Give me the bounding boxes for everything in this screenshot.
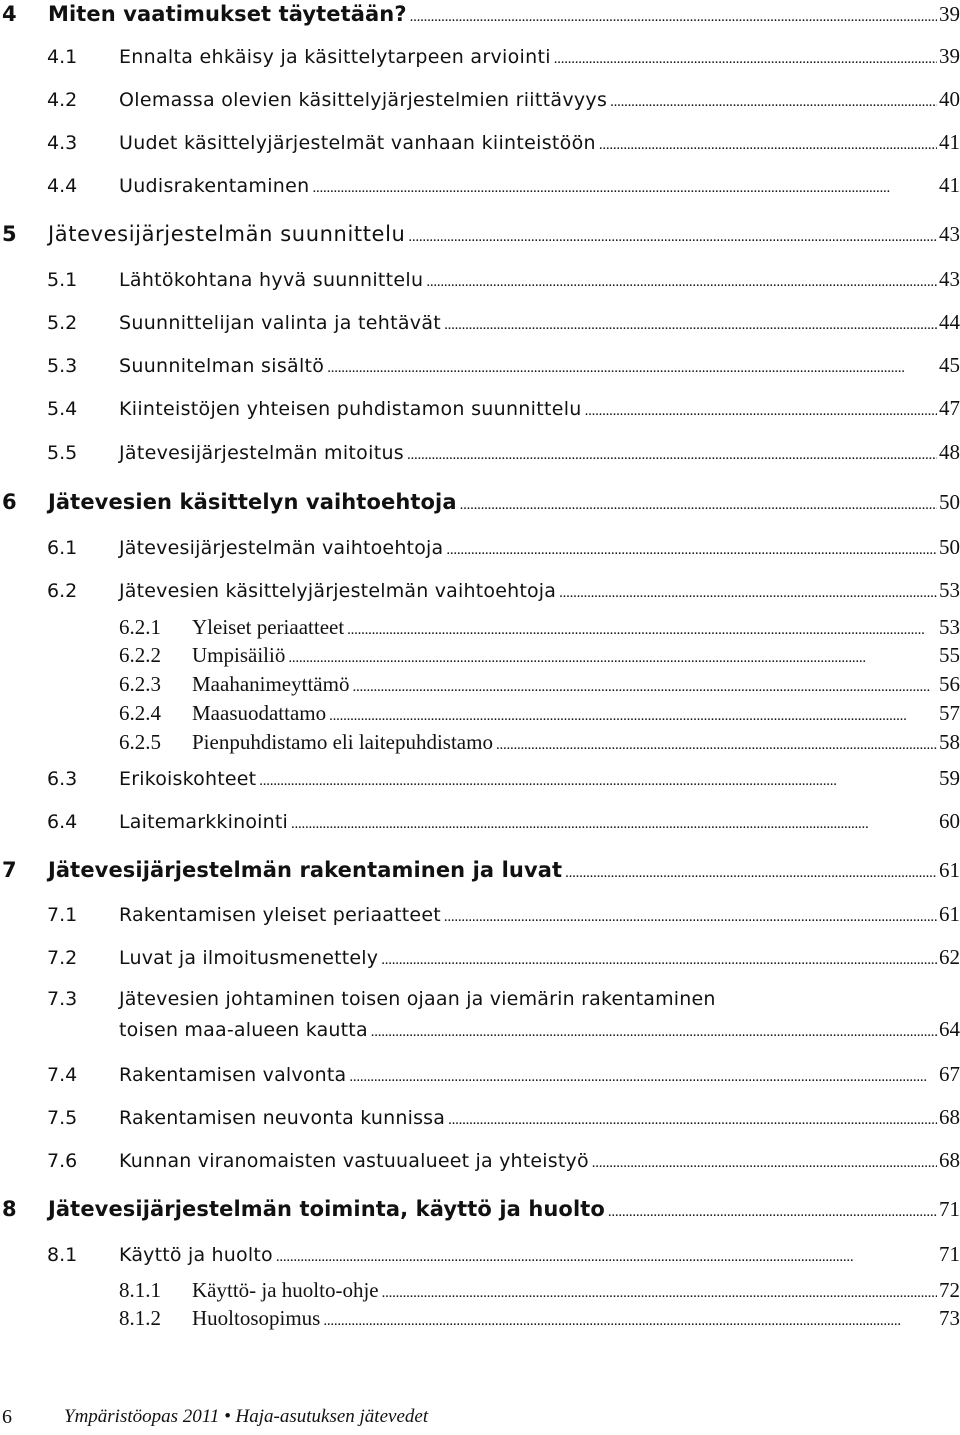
toc-entry-title: Jätevesijärjestelmän toiminta, käyttö ja huolto <box>48 1197 605 1221</box>
toc-entry-6-2-2[interactable] <box>0 643 960 668</box>
toc-entry-5-1[interactable] <box>0 267 960 292</box>
toc-entry-title: Jätevesijärjestelmän vaihtoehtoja <box>119 537 444 559</box>
toc-entry-page: 50 <box>939 535 960 559</box>
toc-entry-title: Maahanimeyttämö <box>192 672 350 696</box>
toc-dot-leader <box>608 1203 937 1221</box>
toc-entry-chapter-6[interactable] <box>0 490 960 515</box>
toc-entry-7-2[interactable] <box>0 945 960 970</box>
toc-entry-5-4[interactable] <box>0 396 960 421</box>
toc-entry-6-4[interactable] <box>0 809 960 834</box>
toc-dot-leader <box>559 584 937 602</box>
toc-entry-title: Laitemarkkinointi <box>119 811 289 833</box>
toc-entry-8-1[interactable] <box>0 1242 960 1267</box>
toc-entry-title: Maasuodattamo <box>192 701 327 725</box>
toc-dot-leader <box>446 541 937 559</box>
toc-entry-8-1-1[interactable] <box>0 1278 960 1303</box>
toc-entry-page: 56 <box>939 672 960 696</box>
toc-entry-page: 61 <box>939 902 960 926</box>
toc-entry-number: 8.1.2 <box>119 1306 161 1330</box>
toc-entry-number: 5.4 <box>47 398 78 420</box>
toc-entry-number: 7 <box>2 858 17 882</box>
toc-entry-page: 50 <box>939 490 960 514</box>
toc-entry-title: Yleiset periaatteet <box>192 615 345 639</box>
toc-entry-chapter-7[interactable] <box>0 858 960 883</box>
toc-entry-page: 71 <box>939 1197 960 1221</box>
toc-entry-page: 43 <box>939 267 960 291</box>
toc-entry-7-4[interactable] <box>0 1062 960 1087</box>
toc-dot-leader <box>408 228 937 246</box>
toc-entry-page: 41 <box>939 130 960 154</box>
toc-dot-leader <box>592 1154 937 1172</box>
toc-entry-title: Lähtökohtana hyvä suunnittelu <box>119 269 424 291</box>
toc-entry-number: 6.2.2 <box>119 643 161 667</box>
toc-entry-number: 6.2.1 <box>119 615 161 639</box>
toc-entry-title: Jätevesien käsittelyjärjestelmän vaihtoehtoja <box>119 580 557 602</box>
toc-entry-chapter-5[interactable] <box>0 222 960 247</box>
toc-dot-leader <box>448 1111 937 1129</box>
toc-entry-8-1-2[interactable] <box>0 1306 960 1331</box>
toc-entry-number: 6.2.3 <box>119 672 161 696</box>
toc-dot-leader <box>554 50 937 68</box>
toc-dot-leader <box>327 359 937 377</box>
toc-entry-page: 71 <box>939 1242 960 1266</box>
toc-entry-title: Erikoiskohteet <box>119 768 257 790</box>
toc-entry-page: 55 <box>939 643 960 667</box>
toc-entry-number: 6.4 <box>47 811 78 833</box>
toc-entry-title: Miten vaatimukset täytetään? <box>48 2 407 26</box>
toc-entry-page: 43 <box>939 222 960 246</box>
toc-entry-6-2[interactable] <box>0 578 960 603</box>
toc-entry-title: Jätevesijärjestelmän mitoitus <box>119 442 404 464</box>
footer-page-number: 6 <box>2 1406 12 1428</box>
toc-entry-6-2-4[interactable] <box>0 701 960 726</box>
toc-entry-6-2-3[interactable] <box>0 672 960 697</box>
toc-entry-5-5[interactable] <box>0 440 960 465</box>
toc-entry-7-1[interactable] <box>0 902 960 927</box>
toc-entry-number: 6.3 <box>47 768 78 790</box>
toc-entry-title: toisen maa-alueen kautta <box>119 1019 368 1041</box>
toc-entry-number: 6.2 <box>47 580 78 602</box>
toc-entry-number: 6.2.4 <box>119 701 161 725</box>
toc-entry-chapter-8[interactable] <box>0 1197 960 1222</box>
toc-entry-page: 39 <box>939 2 960 26</box>
footer-publication-title: Ympäristöopas 2011 • Haja-asutuksen jätevedet <box>64 1406 429 1427</box>
toc-entry-number: 4.1 <box>47 46 78 68</box>
toc-entry-title: Kunnan viranomaisten vastuualueet ja yhteistyö <box>119 1150 589 1172</box>
toc-dot-leader <box>460 496 937 514</box>
toc-entry-number: 7.1 <box>47 904 78 926</box>
toc-dot-leader <box>410 8 937 26</box>
toc-entry-number: 5.2 <box>47 312 78 334</box>
toc-dot-leader <box>312 179 937 197</box>
toc-dot-leader <box>496 736 937 754</box>
toc-entry-page: 41 <box>939 173 960 197</box>
toc-entry-page: 44 <box>939 310 960 334</box>
toc-dot-leader <box>426 273 937 291</box>
toc-entry-title: Uudet käsittelyjärjestelmät vanhaan kiinteistöön <box>119 132 596 154</box>
toc-entry-number: 5.1 <box>47 269 78 291</box>
toc-entry-page: 73 <box>939 1306 960 1330</box>
toc-entry-4-4[interactable] <box>0 173 960 198</box>
toc-entry-7-5[interactable] <box>0 1105 960 1130</box>
toc-entry-title: Pienpuhdistamo eli laitepuhdistamo <box>192 730 493 754</box>
toc-entry-title-line1: Jätevesien johtaminen toisen ojaan ja viemärin rakentaminen <box>119 988 716 1010</box>
toc-dot-leader <box>585 402 937 420</box>
toc-dot-leader <box>444 316 937 334</box>
toc-entry-page: 68 <box>939 1105 960 1129</box>
toc-dot-leader <box>382 1284 937 1302</box>
toc-entry-page: 47 <box>939 396 960 420</box>
toc-entry-number: 7.4 <box>47 1064 78 1086</box>
toc-entry-page: 39 <box>939 44 960 68</box>
toc-dot-leader <box>323 1312 937 1330</box>
toc-dot-leader <box>565 864 937 882</box>
toc-entry-page: 68 <box>939 1148 960 1172</box>
toc-entry-number: 6 <box>2 490 17 514</box>
toc-entry-number: 4.3 <box>47 132 78 154</box>
toc-dot-leader <box>381 951 937 969</box>
toc-entry-page: 59 <box>939 766 960 790</box>
toc-entry-title: Jätevesijärjestelmän suunnittelu <box>48 222 406 246</box>
toc-entry-7-6[interactable] <box>0 1148 960 1173</box>
toc-entry-title: Olemassa olevien käsittelyjärjestelmien riittävyys <box>119 89 608 111</box>
toc-entry-title: Umpisäiliö <box>192 643 286 667</box>
toc-entry-5-3[interactable] <box>0 353 960 378</box>
toc-entry-title: Uudisrakentaminen <box>119 175 310 197</box>
toc-entry-title: Käyttö ja huolto <box>119 1244 273 1266</box>
toc-entry-4-3[interactable] <box>0 130 960 155</box>
toc-dot-leader <box>407 446 937 464</box>
toc-entry-number: 4.4 <box>47 175 78 197</box>
toc-dot-leader <box>347 621 937 639</box>
toc-entry-6-2-1[interactable] <box>0 615 960 640</box>
toc-dot-leader <box>288 649 937 667</box>
toc-entry-number: 8 <box>2 1197 17 1221</box>
toc-dot-leader <box>610 93 937 111</box>
toc-entry-title: Suunnittelijan valinta ja tehtävät <box>119 312 442 334</box>
toc-entry-title: Luvat ja ilmoitusmenettely <box>119 947 379 969</box>
toc-entry-page: 67 <box>939 1062 960 1086</box>
toc-dot-leader <box>349 1068 937 1086</box>
toc-dot-leader <box>371 1023 937 1041</box>
toc-entry-number: 5.5 <box>47 442 78 464</box>
toc-entry-7-3-first-line[interactable] <box>0 988 960 1010</box>
toc-entry-number: 4 <box>2 2 17 26</box>
toc-entry-6-2-5[interactable] <box>0 730 960 755</box>
toc-entry-page: 72 <box>939 1278 960 1302</box>
toc-entry-4-2[interactable] <box>0 87 960 112</box>
toc-entry-page: 58 <box>939 730 960 754</box>
toc-entry-page: 64 <box>939 1017 960 1041</box>
toc-dot-leader <box>444 908 937 926</box>
toc-entry-title: Suunnitelman sisältö <box>119 355 325 377</box>
toc-entry-number: 7.5 <box>47 1107 78 1129</box>
toc-entry-number: 4.2 <box>47 89 78 111</box>
toc-entry-page: 62 <box>939 945 960 969</box>
toc-entry-4-1[interactable] <box>0 44 960 69</box>
toc-entry-title: Kiinteistöjen yhteisen puhdistamon suunnittelu <box>119 398 582 420</box>
toc-dot-leader <box>352 678 937 696</box>
toc-entry-title: Jätevesien käsittelyn vaihtoehtoja <box>48 490 457 514</box>
toc-entry-number: 7.3 <box>47 988 78 1010</box>
toc-entry-7-3[interactable] <box>0 1017 960 1042</box>
toc-entry-number: 7.6 <box>47 1150 78 1172</box>
toc-entry-chapter-4[interactable] <box>0 2 960 27</box>
toc-entry-title: Huoltosopimus <box>192 1306 321 1330</box>
toc-entry-title: Jätevesijärjestelmän rakentaminen ja luvat <box>48 858 563 882</box>
toc-dot-leader <box>259 772 937 790</box>
toc-entry-number: 8.1.1 <box>119 1278 161 1302</box>
toc-entry-page: 57 <box>939 701 960 725</box>
toc-entry-title: Rakentamisen yleiset periaatteet <box>119 904 441 926</box>
toc-entry-number: 5.3 <box>47 355 78 377</box>
toc-entry-6-1[interactable] <box>0 535 960 560</box>
toc-entry-number: 8.1 <box>47 1244 78 1266</box>
toc-entry-number: 6.1 <box>47 537 78 559</box>
toc-entry-number: 6.2.5 <box>119 730 161 754</box>
toc-entry-page: 60 <box>939 809 960 833</box>
toc-dot-leader <box>599 136 937 154</box>
toc-dot-leader <box>329 707 937 725</box>
toc-entry-title: Rakentamisen neuvonta kunnissa <box>119 1107 446 1129</box>
toc-entry-number: 7.2 <box>47 947 78 969</box>
toc-entry-5-2[interactable] <box>0 310 960 335</box>
toc-dot-leader <box>276 1248 937 1266</box>
toc-entry-title: Käyttö- ja huolto-ohje <box>192 1278 379 1302</box>
toc-entry-title: Ennalta ehkäisy ja käsittelytarpeen arviointi <box>119 46 551 68</box>
toc-entry-6-3[interactable] <box>0 766 960 791</box>
toc-entry-page: 48 <box>939 440 960 464</box>
toc-entry-title: Rakentamisen valvonta <box>119 1064 347 1086</box>
toc-entry-page: 45 <box>939 353 960 377</box>
toc-entry-page: 53 <box>939 615 960 639</box>
toc-entry-number: 5 <box>2 222 17 246</box>
toc-entry-page: 40 <box>939 87 960 111</box>
toc-entry-page: 61 <box>939 858 960 882</box>
toc-dot-leader <box>291 815 937 833</box>
toc-entry-page: 53 <box>939 578 960 602</box>
